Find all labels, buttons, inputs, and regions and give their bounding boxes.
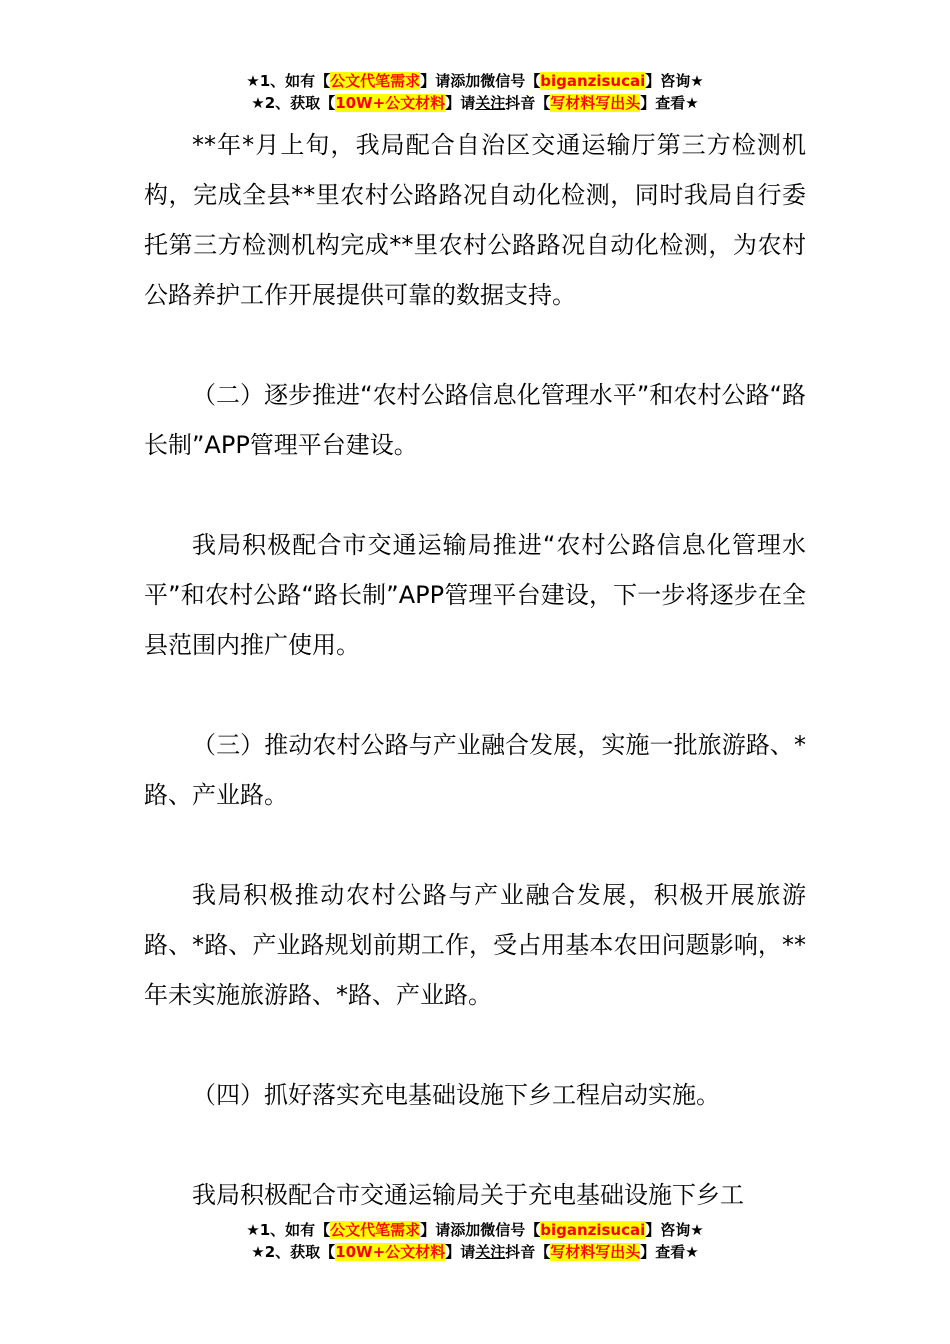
section-heading: （三）推动农村公路与产业融合发展，实施一批旅游路、*路、产业路。 xyxy=(144,731,806,809)
banner-highlight: 公文代笔需求 xyxy=(330,72,421,90)
banner-text: 】请添加微信号【 xyxy=(420,1221,541,1239)
section-heading: （四）抓好落实充电基础设施下乡工程启动实施。 xyxy=(192,1081,720,1109)
document-body xyxy=(144,120,806,1220)
banner-text: 】查看★ xyxy=(640,94,699,112)
section-heading: （二）逐步推进“农村公路信息化管理水平”和农村公路“路长制”APP管理平台建设。 xyxy=(144,381,806,459)
banner-text: 】请 xyxy=(445,1243,476,1261)
banner-highlight: 公文代笔需求 xyxy=(330,1221,421,1239)
banner-highlight: 写材料写出头 xyxy=(550,1243,641,1261)
banner-highlight: 写材料写出头 xyxy=(550,94,641,112)
banner-text: 】咨询★ xyxy=(645,72,704,90)
banner-text: 】咨询★ xyxy=(645,1221,704,1239)
footer-banner xyxy=(0,1219,950,1263)
banner-highlight: 10W+公文材料 xyxy=(335,94,446,112)
paragraph: 我局积极配合市交通运输局关于充电基础设施下乡工 xyxy=(192,1181,744,1209)
banner-line-1 xyxy=(0,70,950,92)
banner-text: ★2、获取【 xyxy=(251,1243,336,1261)
banner-text: 】请 xyxy=(445,94,476,112)
banner-text: ★1、如有【 xyxy=(246,72,331,90)
banner-text: 】请添加微信号【 xyxy=(420,72,541,90)
banner-text: 抖音【 xyxy=(505,1243,551,1261)
banner-text: ★1、如有【 xyxy=(246,1221,331,1239)
banner-text: ★2、获取【 xyxy=(251,94,336,112)
header-banner xyxy=(0,70,950,114)
paragraph: **年*月上旬，我局配合自治区交通运输厅第三方检测机构，完成全县**里农村公路路况自动化检测，同时我局自行委托第三方检测机构完成**里农村公路路况自动化检测，为农村公路养护工作开展提供可靠的数据支持。 xyxy=(144,131,806,309)
banner-highlight: 10W+公文材料 xyxy=(335,1243,446,1261)
banner-highlight: biganzisucai xyxy=(540,72,646,90)
paragraph: 我局积极配合市交通运输局推进“农村公路信息化管理水平”和农村公路“路长制”APP管理平台建设，下一步将逐步在全县范围内推广使用。 xyxy=(144,531,806,659)
banner-text: 抖音【 xyxy=(505,94,551,112)
banner-text: 】查看★ xyxy=(640,1243,699,1261)
banner-underlined: 关注 xyxy=(475,1243,506,1261)
banner-line-1 xyxy=(0,1219,950,1241)
banner-underlined: 关注 xyxy=(475,94,506,112)
banner-line-2 xyxy=(0,1241,950,1263)
banner-line-2 xyxy=(0,92,950,114)
paragraph: 我局积极推动农村公路与产业融合发展，积极开展旅游路、*路、产业路规划前期工作，受占用基本农田问题影响，**年未实施旅游路、*路、产业路。 xyxy=(144,881,806,1009)
banner-highlight: biganzisucai xyxy=(540,1221,646,1239)
